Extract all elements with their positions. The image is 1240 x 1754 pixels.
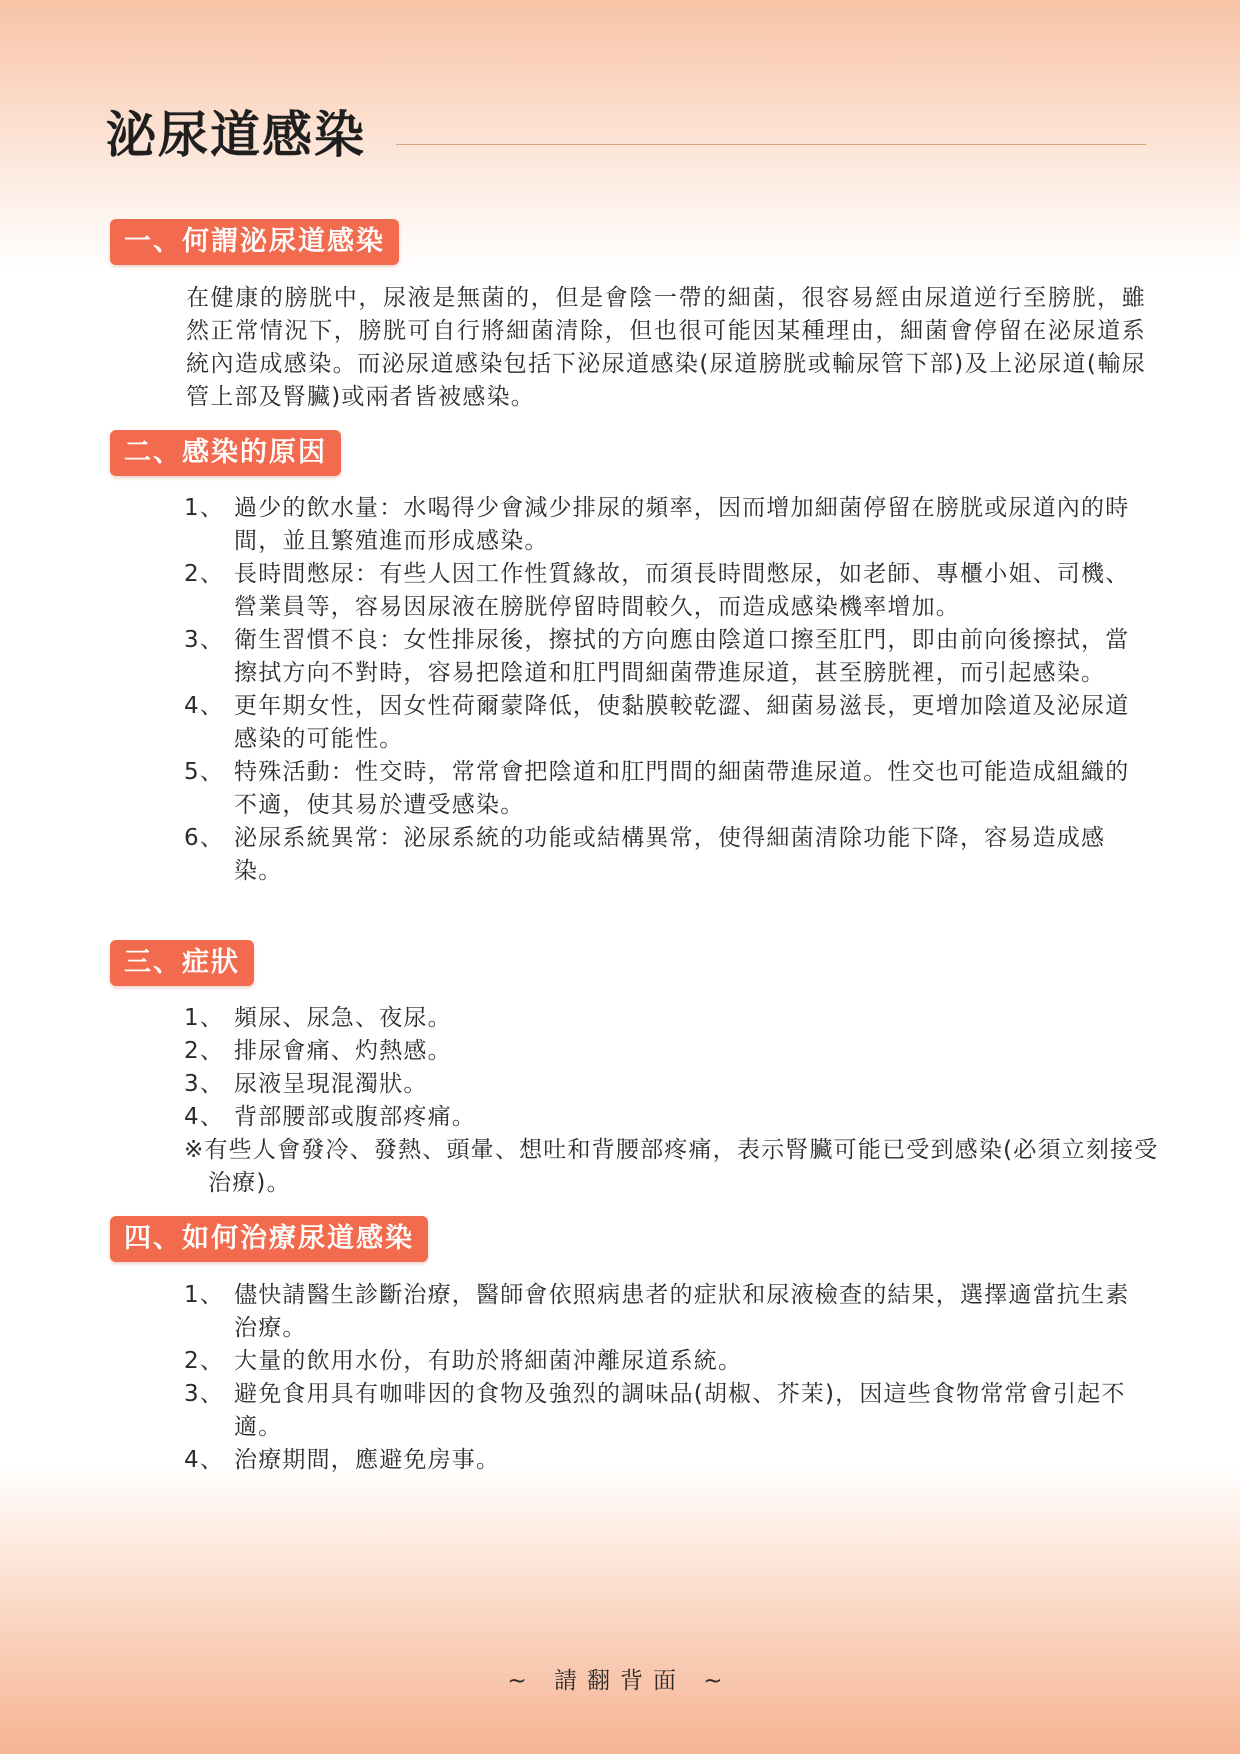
list-number: 3、: [184, 1071, 225, 1097]
list-item: [184, 1035, 1144, 1068]
list-number: 2、: [184, 561, 225, 587]
list-number: 3、: [184, 1381, 225, 1407]
list-item: [184, 492, 1144, 558]
list-number: 3、: [184, 627, 225, 653]
list-item: [184, 1279, 1144, 1345]
list-text: 背部腰部或腹部疼痛。: [234, 1104, 476, 1130]
list-item: [184, 690, 1144, 756]
list-text: 過少的飲水量：水喝得少會減少排尿的頻率，因而增加細菌停留在膀胱或尿道內的時間，並且繁殖進而形成感染。: [234, 495, 1130, 554]
list-item: [184, 558, 1144, 624]
list-item: [184, 822, 1144, 888]
list-number: 6、: [184, 825, 225, 851]
list-item: [184, 1002, 1144, 1035]
list-item: [184, 624, 1144, 690]
symptoms-list: [184, 1002, 1144, 1134]
title-row: [106, 100, 1146, 170]
list-number: 4、: [184, 1104, 225, 1130]
list-number: 1、: [184, 1005, 225, 1031]
page-title: 泌尿道感染: [106, 106, 366, 164]
list-text: 泌尿系統異常：泌尿系統的功能或結構異常，使得細菌清除功能下降，容易造成感染。: [234, 825, 1106, 884]
list-number: 5、: [184, 759, 225, 785]
list-text: 尿液呈現混濁狀。: [234, 1071, 428, 1097]
list-item: [184, 1345, 1144, 1378]
list-text: 頻尿、尿急、夜尿。: [234, 1005, 452, 1031]
section-heading-3: 三、症狀: [110, 940, 254, 986]
list-number: 1、: [184, 1282, 225, 1308]
list-number: 4、: [184, 1447, 225, 1473]
list-text: 長時間憋尿：有些人因工作性質緣故，而須長時間憋尿，如老師、專櫃小姐、司機、營業員等，容易因尿液在膀胱停留時間較久，而造成感染機率增加。: [234, 561, 1130, 620]
title-divider: [396, 144, 1146, 145]
treatment-list: [184, 1279, 1144, 1477]
section-heading-1: 一、何謂泌尿道感染: [110, 219, 399, 265]
list-text: 更年期女性，因女性荷爾蒙降低，使黏膜較乾澀、細菌易滋長，更增加陰道及泌尿道感染的可能性。: [234, 693, 1130, 752]
list-number: 2、: [184, 1038, 225, 1064]
list-number: 1、: [184, 495, 225, 521]
section-1-paragraph: 在健康的膀胱中，尿液是無菌的，但是會陰一帶的細菌，很容易經由尿道逆行至膀胱，雖然正常情況下，膀胱可自行將細菌清除，但也很可能因某種理由，細菌會停留在泌尿道系統內造成感染。而泌尿道感染包括下泌尿道感染(尿道膀胱或輸尿管下部)及上泌尿道(輸尿管上部及腎臟)或兩者皆被感染。: [186, 285, 1146, 410]
list-text: 特殊活動：性交時，常常會把陰道和肛門間的細菌帶進尿道。性交也可能造成組織的不適，使其易於遭受感染。: [234, 759, 1130, 818]
section-heading-2: 二、感染的原因: [110, 430, 341, 476]
causes-list: [184, 492, 1144, 888]
list-text: 大量的飲用水份，有助於將細菌沖離尿道系統。: [234, 1348, 743, 1374]
list-item: [184, 1378, 1144, 1444]
list-item: [184, 1444, 1144, 1477]
list-number: 2、: [184, 1348, 225, 1374]
section-heading-4: 四、如何治療尿道感染: [110, 1216, 428, 1262]
list-text: 排尿會痛、灼熱感。: [234, 1038, 452, 1064]
list-item: [184, 1101, 1144, 1134]
list-item: [184, 1068, 1144, 1101]
list-text: 衛生習慣不良：女性排尿後，擦拭的方向應由陰道口擦至肛門，即由前向後擦拭，當擦拭方向不對時，容易把陰道和肛門間細菌帶進尿道，甚至膀胱裡，而引起感染。: [234, 627, 1130, 686]
page-footer: ~ 請翻背面 ~: [507, 1668, 733, 1694]
list-item: [184, 756, 1144, 822]
list-text: 儘快請醫生診斷治療，醫師會依照病患者的症狀和尿液檢查的結果，選擇適當抗生素治療。: [234, 1282, 1130, 1341]
symptoms-note: ※有些人會發冷、發熱、頭暈、想吐和背腰部疼痛，表示腎臟可能已受到感染(必須立刻接受治療)。: [184, 1137, 1159, 1196]
list-text: 治療期間，應避免房事。: [234, 1447, 501, 1473]
list-text: 避免食用具有咖啡因的食物及強烈的調味品(胡椒、芥茉)，因這些食物常常會引起不適。: [234, 1381, 1126, 1440]
list-number: 4、: [184, 693, 225, 719]
